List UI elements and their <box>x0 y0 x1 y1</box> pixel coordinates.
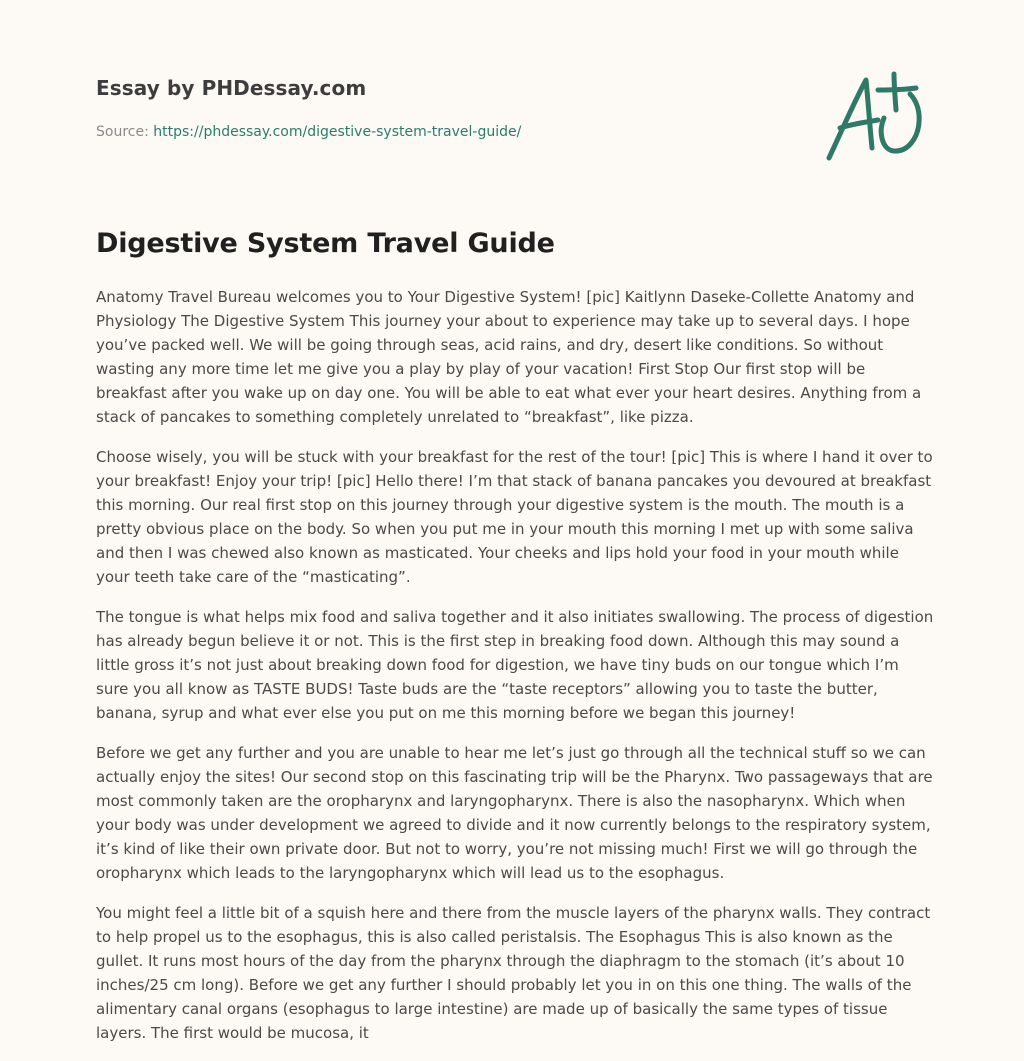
source-label: Source: <box>96 124 154 140</box>
site-brand: Essay by PHDessay.com <box>96 76 367 100</box>
essay-title: Digestive System Travel Guide <box>96 228 555 259</box>
source-line <box>96 124 836 140</box>
essay-paragraph: The tongue is what helps mix food and saliva together and it also initiates swallowing. The process of digestion has already begun believe it or not. This is the first step in breaking food down. Although this may sound a little gross it’s not just about breaking down food for digestion, we have tiny buds on our tongue which I’m sure you all know as TASTE BUDS! Taste buds are the “taste receptors” allowing you to taste the butter, banana, syrup and what ever else you put on me this morning before we began this journey! <box>96 608 934 722</box>
source-link[interactable]: https://phdessay.com/digestive-system-travel-guide/ <box>153 124 522 140</box>
essay-paragraph: Before we get any further and you are unable to hear me let’s just go through all the technical stuff so we can actually enjoy the sites! Our second stop on this fascinating trip will be the Pharynx. Two passageways that are most commonly taken are the oropharynx and laryngopharynx. There is also the nasopharynx. Which when your body was under development we agreed to divide and it now currently belongs to the respiratory system, it’s kind of like their own private door. But not to worry, you’re not missing much! First we will go through the oropharynx which leads to the laryngopharynx which will lead us to the esophagus. <box>96 744 933 882</box>
page-header <box>96 76 836 140</box>
essay-paragraph: You might feel a little bit of a squish here and there from the muscle layers of the pharynx walls. They contract to help propel us to the esophagus, this is also called peristalsis. The Esophagus This is also known as the gullet. It runs most hours of the day from the pharynx through the diaphragm to the stomach (it’s about 10 inches/25 cm long). Before we get any further I should probably let you in on this one thing. The walls of the alimentary canal organs (esophagus to large intestine) are made up of basically the same types of tissue layers. The first would be mucosa, it <box>96 904 931 1042</box>
essay-body <box>96 285 934 1061</box>
a-plus-icon <box>822 70 926 164</box>
essay-paragraph: Anatomy Travel Bureau welcomes you to Your Digestive System! [pic] Kaitlynn Daseke-Collette Anatomy and Physiology The Digestive System This journey your about to experience may take up to several days. I hope you’ve packed well. We will be going through seas, acid rains, and dry, desert like conditions. So without wasting any more time let me give you a play by play of your vacation! First Stop Our first stop will be breakfast after you wake up on day one. You will be able to eat what ever your heart desires. Anything from a stack of pancakes to something completely unrelated to “breakfast”, like pizza. <box>96 288 922 426</box>
essay-paragraph: Choose wisely, you will be stuck with your breakfast for the rest of the tour! [pic] This is where I hand it over to your breakfast! Enjoy your trip! [pic] Hello there! I’m that stack of banana pancakes you devoured at breakfast this morning. Our real first stop on this journey through your digestive system is the mouth. The mouth is a pretty obvious place on the body. So when you put me in your mouth this morning I met up with some saliva and then I was chewed also known as masticated. Your cheeks and lips hold your food in your mouth while your teeth take care of the “masticating”. <box>96 448 933 586</box>
